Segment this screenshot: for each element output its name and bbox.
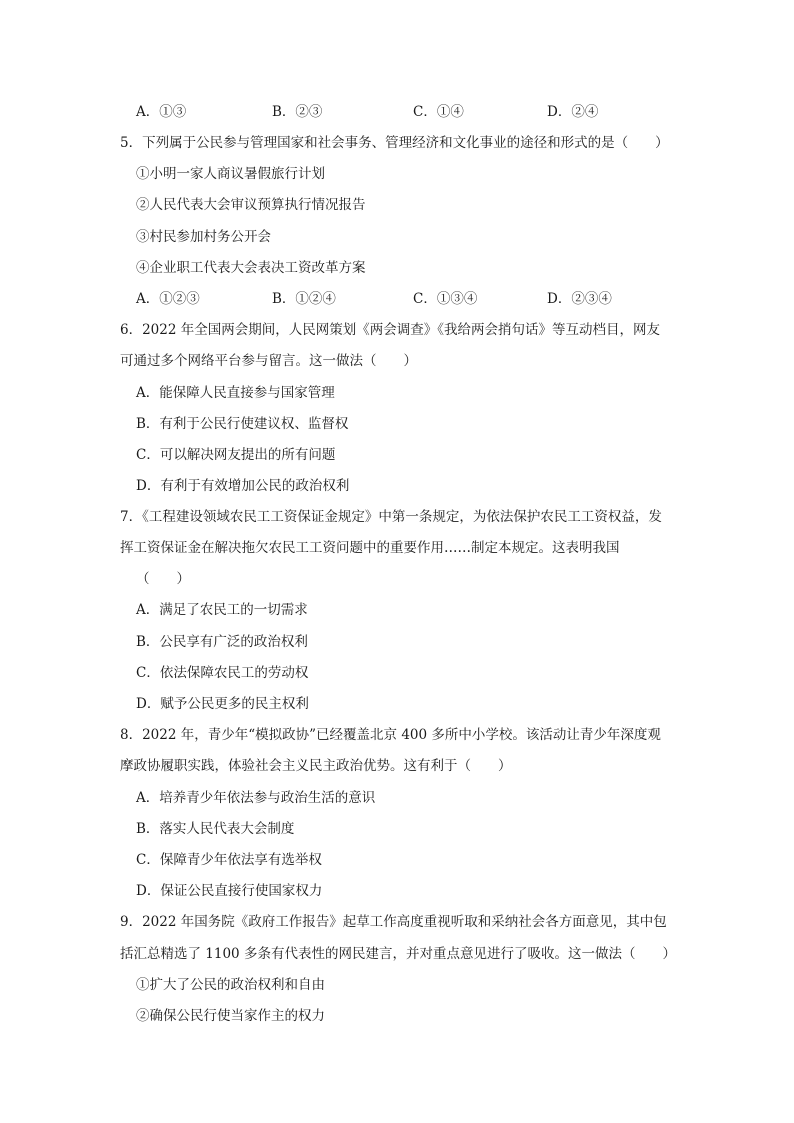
- q6-stem-line-2: 可通过多个网络平台参与留言。这一做法（ ）: [120, 353, 417, 369]
- q7-option-d: D．赋予公民更多的民主权利: [136, 696, 309, 712]
- q5-option-d: D．②③④: [547, 291, 612, 307]
- q5-item-4: ④企业职工代表大会表决工资改革方案: [136, 260, 366, 276]
- q5-option-b: B．①②④: [272, 291, 336, 307]
- q5-item-2: ②人民代表大会审议预算执行情况报告: [136, 197, 366, 213]
- q5-item-1: ①小明一家人商议暑假旅行计划: [136, 166, 325, 182]
- q9-item-2: ②确保公民行使当家作主的权力: [136, 1008, 325, 1024]
- q8-option-c: C．保障青少年依法享有选举权: [136, 852, 322, 868]
- q7-stem-line-1: 7．《工程建设领域农民工工资保证金规定》中第一条规定，为依法保护农民工工资权益，发: [120, 509, 662, 525]
- q8-option-a: A．培养青少年依法参与政治生活的意识: [136, 790, 376, 806]
- q8-stem-line-2: 摩政协履职实践，体验社会主义民主政治优势。这有利于（ ）: [120, 758, 512, 774]
- q9-item-1: ①扩大了公民的政治权利和自由: [136, 977, 325, 993]
- q7-stem-line-2: 挥工资保证金在解决拖欠农民工工资问题中的重要作用……制定本规定。这表明我国: [120, 540, 620, 556]
- q7-option-a: A．满足了农民工的一切需求: [136, 602, 308, 618]
- q8-option-b: B．落实人民代表大会制度: [136, 821, 295, 837]
- q8-stem-line-1: 8．2022 年，青少年“模拟政协”已经覆盖北京 400 多所中小学校。该活动让青少年深度观: [120, 727, 661, 743]
- q4-option-a: A．①③: [136, 104, 187, 120]
- q5-option-a: A．①②③: [136, 291, 200, 307]
- q5-stem: 5．下列属于公民参与管理国家和社会事务、管理经济和文化事业的途径和形式的是（ ）: [120, 135, 669, 151]
- q6-option-b: B．有利于公民行使建议权、监督权: [136, 416, 349, 432]
- q4-option-c: C．①④: [413, 104, 464, 120]
- q6-option-c: C．可以解决网友提出的所有问题: [136, 447, 336, 463]
- q7-option-b: B．公民享有广泛的政治权利: [136, 634, 308, 650]
- q6-option-d: D．有利于有效增加公民的政治权利: [136, 478, 350, 494]
- q9-stem-line-1: 9．2022 年国务院《政府工作报告》起草工作高度重视听取和采纳社会各方面意见，其中包: [120, 914, 667, 930]
- q8-option-d: D．保证公民直接行使国家权力: [136, 883, 323, 899]
- q7-option-c: C．依法保障农民工的劳动权: [136, 665, 309, 681]
- q4-option-b: B．②③: [272, 104, 323, 120]
- q9-stem-line-2: 括汇总精选了 1100 多条有代表性的网民建言，并对重点意见进行了吸收。这一做法（ ）: [120, 946, 676, 962]
- q4-option-d: D．②④: [547, 104, 599, 120]
- q7-stem-line-3: （ ）: [136, 571, 190, 587]
- q6-option-a: A．能保障人民直接参与国家管理: [136, 385, 335, 401]
- q5-option-c: C．①③④: [413, 291, 478, 307]
- q6-stem-line-1: 6．2022 年全国两会期间，人民网策划《两会调查》《我给两会捎句话》等互动档目，网友: [120, 322, 660, 338]
- q5-item-3: ③村民参加村务公开会: [136, 229, 271, 245]
